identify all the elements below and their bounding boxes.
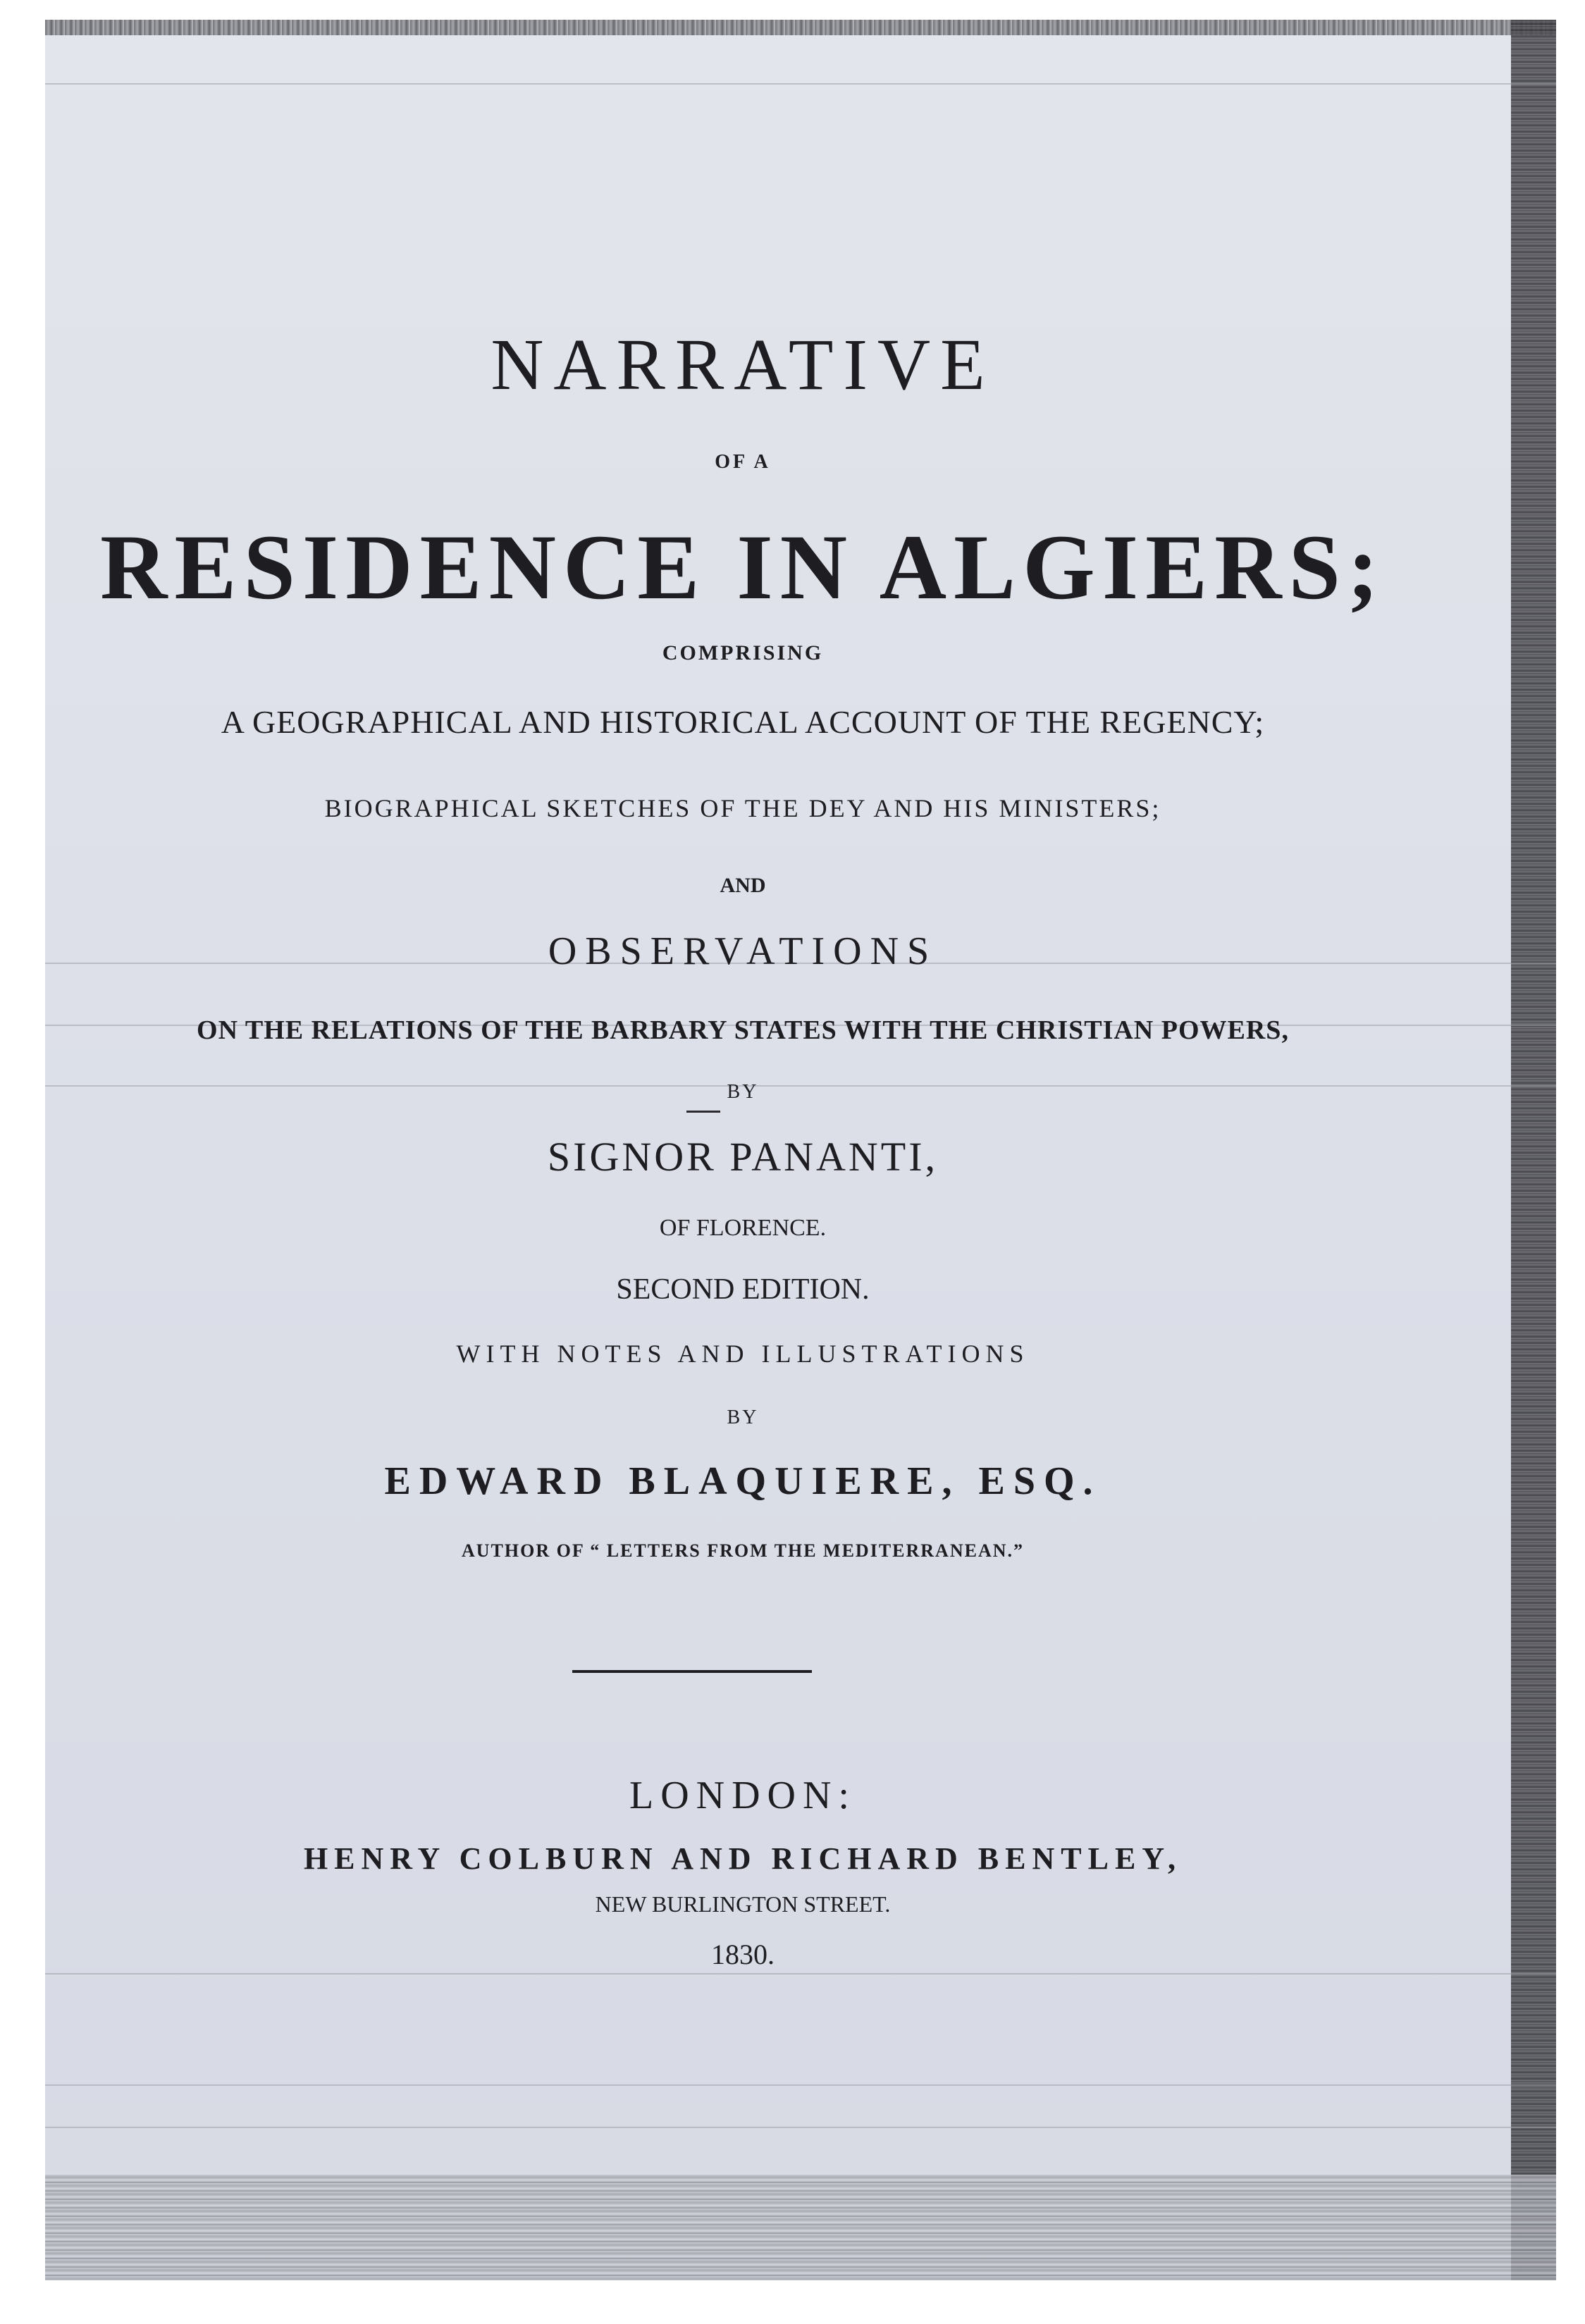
subtitle-account: A GEOGRAPHICAL AND HISTORICAL ACCOUNT OF THE REGENCY; <box>221 704 1265 740</box>
scan-artifact-line <box>45 2127 1556 2128</box>
author-origin: OF FLORENCE. <box>659 1215 827 1241</box>
title-narrative: NARRATIVE <box>491 324 995 405</box>
scan-artifact-line <box>45 2084 1556 2086</box>
scanned-page <box>45 20 1556 2280</box>
scan-artifact-line <box>45 83 1556 85</box>
imprint-city: LONDON: <box>629 1774 856 1817</box>
section-divider <box>572 1670 812 1673</box>
title-main: RESIDENCE IN ALGIERS; <box>100 515 1386 619</box>
scan-edge-right <box>1511 20 1556 2280</box>
imprint-street: NEW BURLINGTON STREET. <box>595 1891 891 1917</box>
editor-credit: AUTHOR OF “ LETTERS FROM THE MEDITERRANEAN.” <box>461 1540 1025 1561</box>
comprising-label: COMPRISING <box>662 641 824 665</box>
by-underline <box>686 1111 720 1113</box>
scan-edge-bottom <box>45 2175 1556 2280</box>
scan-artifact-line <box>45 1973 1556 1974</box>
subtitle-and: AND <box>720 874 766 897</box>
imprint-year: 1830. <box>711 1939 775 1970</box>
by-editor-label: BY <box>727 1407 759 1428</box>
title-connector: OF A <box>715 451 771 473</box>
subtitle-sketches: BIOGRAPHICAL SKETCHES OF THE DEY AND HIS MINISTERS; <box>324 794 1161 822</box>
author-name: SIGNOR PANANTI, <box>547 1134 939 1180</box>
edition-statement: SECOND EDITION. <box>616 1273 870 1306</box>
by-author-label: BY <box>727 1081 759 1103</box>
subtitle-relations: ON THE RELATIONS OF THE BARBARY STATES WITH THE CHRISTIAN POWERS, <box>197 1015 1289 1045</box>
subtitle-observations: OBSERVATIONS <box>548 929 938 973</box>
editor-name: EDWARD BLAQUIERE, ESQ. <box>384 1459 1102 1503</box>
notes-statement: WITH NOTES AND ILLUSTRATIONS <box>456 1340 1030 1368</box>
scan-edge-top <box>45 20 1556 35</box>
imprint-publisher: HENRY COLBURN AND RICHARD BENTLEY, <box>303 1841 1183 1876</box>
